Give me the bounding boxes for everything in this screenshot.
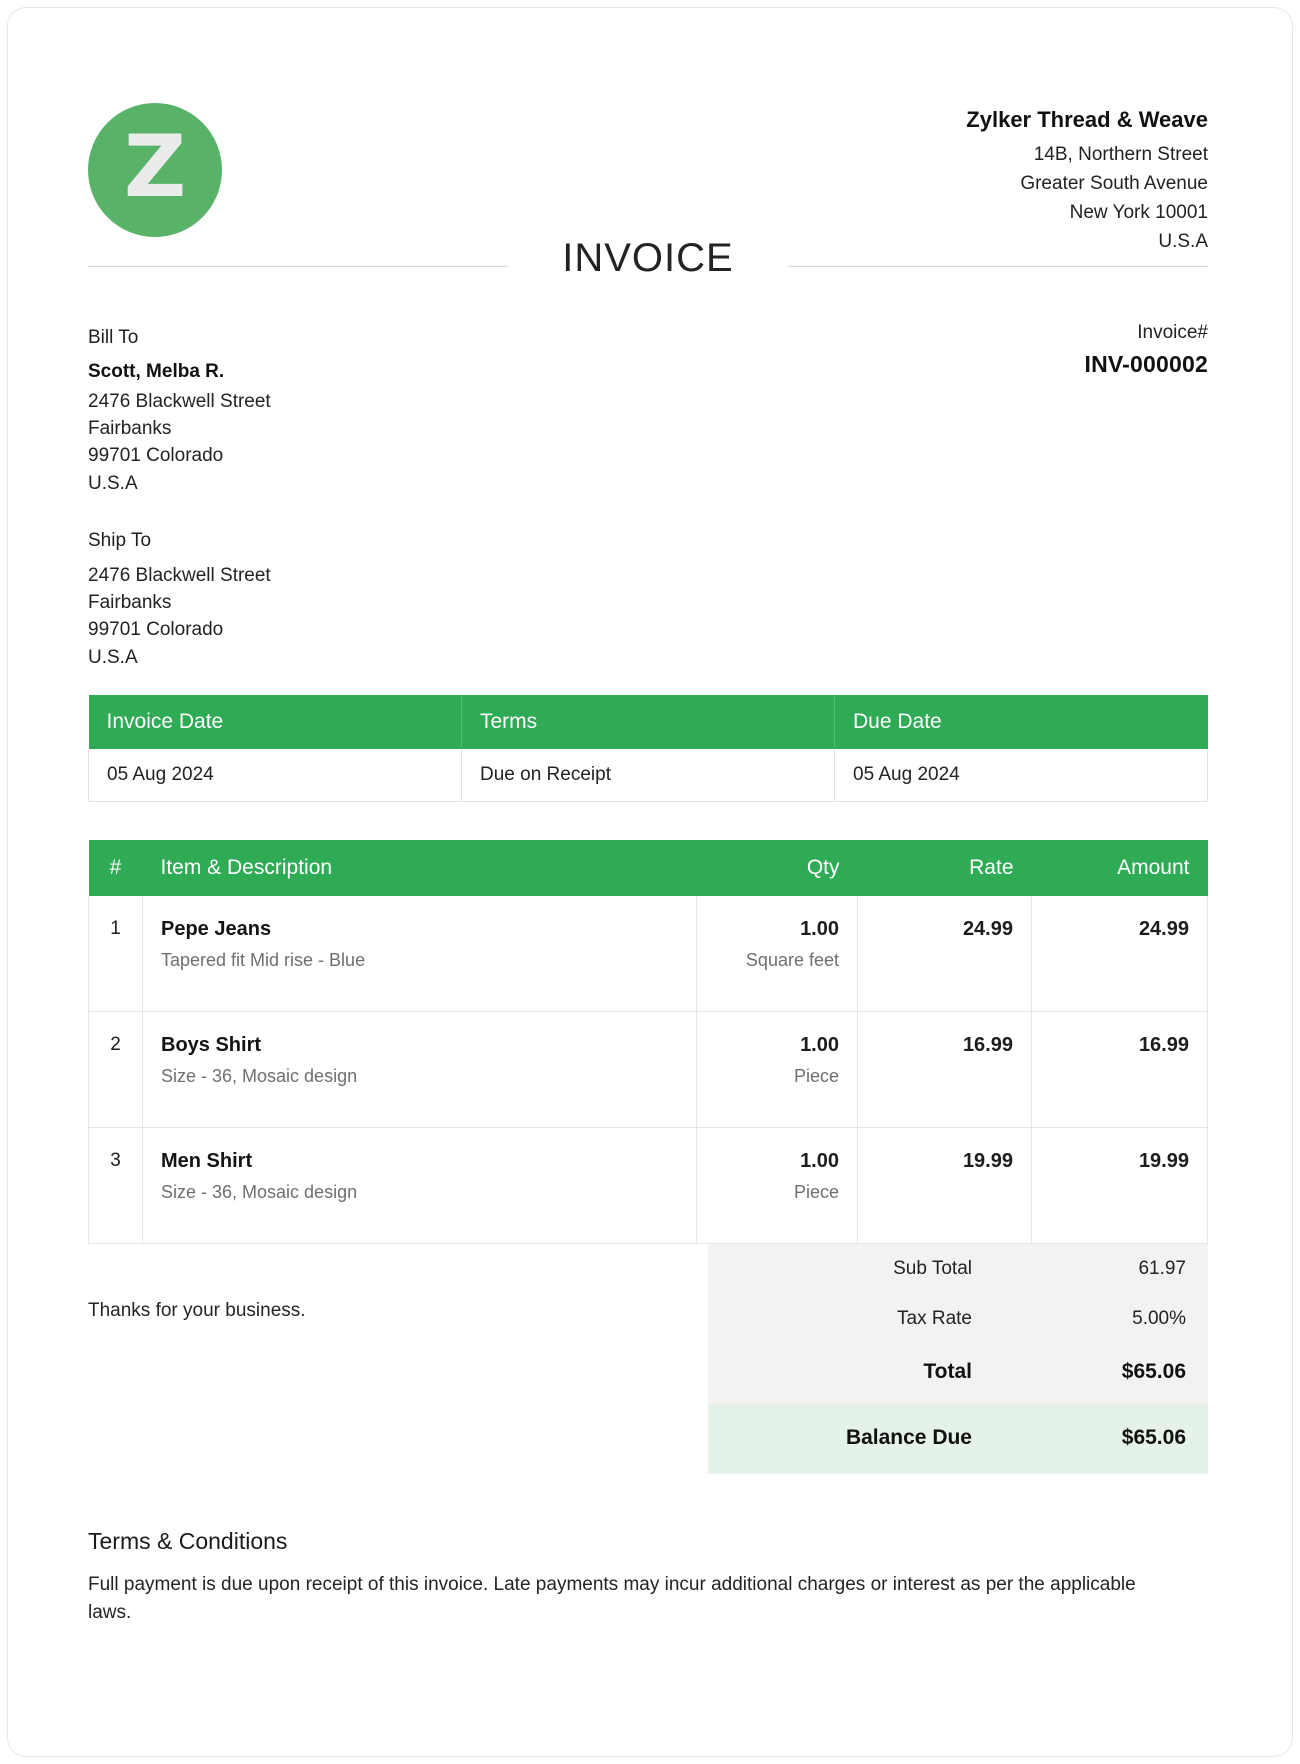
bill-to-line1: 2476 Blackwell Street (88, 390, 271, 412)
company-address-line4: U.S.A (1158, 231, 1208, 253)
invoice-number-label: Invoice# (1137, 322, 1208, 343)
row-item-name: Boys Shirt (161, 1033, 262, 1056)
ship-to-block (88, 527, 1208, 671)
company-address-line3: New York 10001 (1069, 202, 1208, 224)
parties-section (88, 324, 1208, 671)
row-qty (697, 896, 858, 1012)
bill-to-line2: Fairbanks (88, 418, 172, 440)
row-qty-value: 1.00 (800, 1033, 839, 1056)
company-details (88, 103, 1208, 257)
total-value: $65.06 (994, 1344, 1208, 1404)
row-qty-unit: Square feet (745, 949, 839, 970)
ship-to-line3: 99701 Colorado (88, 619, 224, 641)
ship-to-label: Ship To (88, 530, 152, 552)
sub-total-value: 61.97 (994, 1244, 1208, 1294)
tax-rate-label: Tax Rate (708, 1294, 994, 1344)
line-items-table (88, 840, 1208, 1244)
balance-due-label: Balance Due (708, 1404, 994, 1474)
row-rate: 19.99 (858, 1127, 1032, 1243)
invoice-number-block (1085, 322, 1208, 378)
invoice-number-value: INV-000002 (1084, 351, 1208, 377)
header-item-description: Item & Description (143, 840, 697, 896)
line-items-header-row (89, 840, 1208, 896)
row-rate: 24.99 (858, 896, 1032, 1012)
row-qty-unit: Piece (793, 1181, 839, 1202)
row-qty-value: 1.00 (800, 917, 839, 940)
row-item-name: Pepe Jeans (161, 917, 272, 940)
meta-value-terms: Due on Receipt (462, 749, 835, 802)
logo-letter-icon: Z (123, 117, 187, 217)
meta-value-row (89, 749, 1208, 802)
bill-to-name: Scott, Melba R. (88, 361, 225, 383)
header-amount: Amount (1032, 840, 1208, 896)
total-row (708, 1344, 1208, 1404)
terms-section (88, 1528, 1208, 1628)
meta-header-terms: Terms (462, 695, 835, 749)
row-item-description: Tapered fit Mid rise - Blue (161, 949, 366, 970)
company-address-line2: Greater South Avenue (1020, 173, 1208, 195)
bill-to-label: Bill To (88, 327, 139, 348)
company-logo (88, 103, 222, 237)
ship-to-line4: U.S.A (88, 646, 138, 668)
row-item-description: Size - 36, Mosaic design (161, 1181, 358, 1202)
row-item-description: Size - 36, Mosaic design (161, 1065, 358, 1086)
company-name: Zylker Thread & Weave (966, 107, 1208, 132)
row-amount: 19.99 (1032, 1127, 1208, 1243)
meta-value-due-date: 05 Aug 2024 (835, 749, 1208, 802)
ship-to-line2: Fairbanks (88, 591, 172, 613)
row-number: 3 (89, 1127, 143, 1243)
header-row-number: # (89, 840, 143, 896)
row-item (143, 1127, 697, 1243)
totals-box (708, 1244, 1208, 1474)
table-row (89, 1127, 1208, 1243)
row-number: 1 (89, 896, 143, 1012)
company-address-line1: 14B, Northern Street (1033, 144, 1208, 166)
totals-table (708, 1244, 1208, 1474)
page-title: INVOICE (562, 236, 734, 280)
header-rate: Rate (858, 840, 1032, 896)
bill-to-block (88, 324, 1208, 497)
row-amount: 24.99 (1032, 896, 1208, 1012)
sub-total-row (708, 1244, 1208, 1294)
row-rate: 16.99 (858, 1011, 1032, 1127)
terms-body: Full payment is due upon receipt of this invoice. Late payments may incur additional charges or interest as per the applicable laws. (88, 1573, 1136, 1624)
header-qty: Qty (697, 840, 858, 896)
meta-value-invoice-date: 05 Aug 2024 (89, 749, 462, 802)
row-qty-value: 1.00 (800, 1149, 839, 1172)
meta-header-row (89, 695, 1208, 749)
row-number: 2 (89, 1011, 143, 1127)
row-item (143, 896, 697, 1012)
sub-total-label: Sub Total (708, 1244, 994, 1294)
row-qty (697, 1127, 858, 1243)
invoice-header (88, 8, 1208, 253)
ship-to-line1: 2476 Blackwell Street (88, 564, 271, 586)
row-item (143, 1011, 697, 1127)
bill-to-line3: 99701 Colorado (88, 445, 224, 467)
invoice-meta-table (88, 695, 1208, 802)
invoice-sheet (8, 8, 1292, 1756)
table-row (89, 896, 1208, 1012)
tax-rate-row (708, 1294, 1208, 1344)
terms-heading: Terms & Conditions (88, 1527, 288, 1554)
meta-header-invoice-date: Invoice Date (89, 695, 462, 749)
table-row (89, 1011, 1208, 1127)
total-label: Total (708, 1344, 994, 1404)
invoice-content (88, 8, 1208, 1628)
meta-header-due-date: Due Date (835, 695, 1208, 749)
row-qty-unit: Piece (793, 1065, 839, 1086)
row-amount: 16.99 (1032, 1011, 1208, 1127)
row-qty (697, 1011, 858, 1127)
thanks-note: Thanks for your business. (88, 1299, 306, 1321)
balance-due-value: $65.06 (994, 1404, 1208, 1474)
row-item-name: Men Shirt (161, 1149, 253, 1172)
tax-rate-value: 5.00% (994, 1294, 1208, 1344)
balance-due-row (708, 1404, 1208, 1474)
bill-to-line4: U.S.A (88, 472, 138, 494)
summary-section (88, 1244, 1208, 1474)
